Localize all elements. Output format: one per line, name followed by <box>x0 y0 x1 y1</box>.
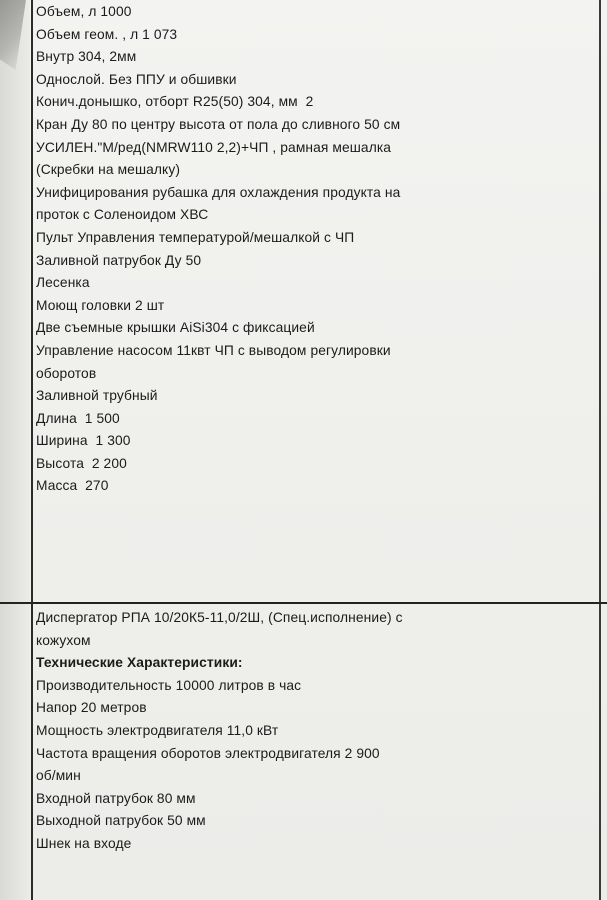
spec-line: Управление насосом 11квт ЧП с выводом регулировки <box>36 342 391 358</box>
spec-line: Частота вращения оборотов электродвигателя 2 900 <box>36 745 380 761</box>
spec-line: Диспергатор РПА 10/20К5-11,0/2Ш, (Спец.исполнение) с <box>36 610 403 625</box>
spec-heading: Технические Характеристики: <box>36 655 243 671</box>
spec-line: Конич.донышко, отборт R25(50) 304, мм 2 <box>36 94 314 110</box>
spec-line: Пульт Управления температурой/мешалкой с ЧП <box>36 229 355 245</box>
spec-cell-disperser <box>36 607 599 856</box>
spec-line: Унифицирования рубашка для охлаждения продукта на <box>36 184 401 200</box>
spec-line: оборотов <box>36 365 97 381</box>
spec-line: Напор 20 метров <box>36 700 147 716</box>
spec-line: Масса 270 <box>36 478 109 494</box>
spec-line: УСИЛЕН."М/ред(NMRW110 2,2)+ЧП , рамная мешалка <box>36 139 392 155</box>
spec-line: Моющ головки 2 шт <box>36 297 165 313</box>
spec-line: проток с Соленоидом ХВС <box>36 207 209 223</box>
spec-line: Заливной патрубок Ду 50 <box>36 252 202 268</box>
spec-line: Внутр 304, 2мм <box>36 49 137 65</box>
spec-line: об/мин <box>36 768 81 784</box>
spec-line: Производительность 10000 литров в час <box>36 677 302 693</box>
table-left-border <box>31 0 33 900</box>
spec-line: Две съемные крышки AiSi304 с фиксацией <box>36 320 315 336</box>
spec-line: Входной патрубок 80 мм <box>36 790 196 806</box>
spec-line: Лесенка <box>36 275 90 291</box>
spec-line: Высота 2 200 <box>36 455 127 471</box>
spec-line: Объем геом. , л 1 073 <box>36 26 178 42</box>
spec-cell-tank <box>36 1 599 498</box>
spec-line: Заливной трубный <box>36 388 158 404</box>
table-row-divider <box>0 602 607 604</box>
spec-line: Выходной патрубок 50 мм <box>36 813 206 829</box>
spec-line: Длина 1 500 <box>36 410 120 426</box>
spec-line: Объем, л 1000 <box>36 4 132 19</box>
spec-line: Кран Ду 80 по центру высота от пола до сливного 50 см <box>36 116 401 132</box>
spec-line: (Скребки на мешалку) <box>36 162 181 178</box>
spec-line: кожухом <box>36 632 91 648</box>
spec-line: Однослой. Без ППУ и обшивки <box>36 71 237 87</box>
table-right-border <box>599 0 601 900</box>
page-left-margin <box>0 0 30 900</box>
spec-line: Мощность электродвигателя 11,0 кВт <box>36 722 279 738</box>
spec-line: Ширина 1 300 <box>36 433 131 449</box>
spec-line: Шнек на входе <box>36 835 132 851</box>
